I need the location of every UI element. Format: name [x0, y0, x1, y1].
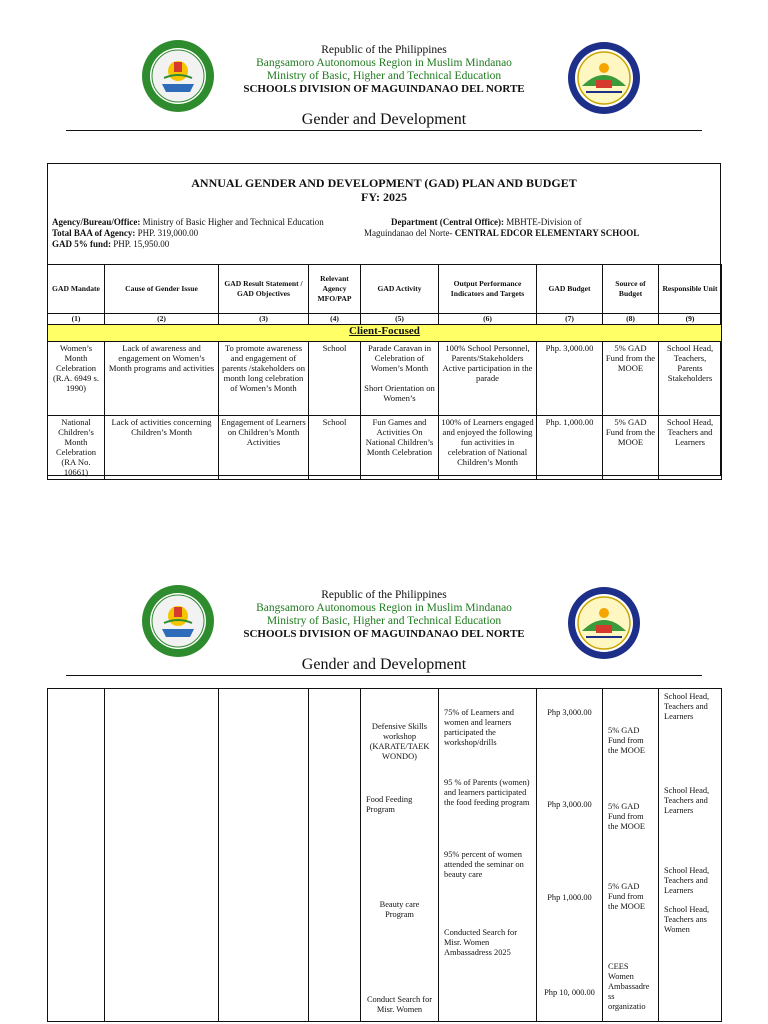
budget-cell: Php. 1,000.00 — [537, 416, 603, 480]
activity-item: Short Orientation on Women’s — [364, 383, 435, 403]
header-gad-activity: GAD Activity — [361, 265, 439, 314]
mandate-cell: Women’s Month Celebration (R.A. 6949 s. 1990) — [48, 342, 105, 416]
letterhead-text — [0, 44, 768, 96]
dept-school: CENTRAL EDCOR ELEMENTARY SCHOOL — [454, 228, 640, 238]
output-item: Conducted Search for Misr. Women Ambassadress 2025 — [444, 928, 518, 957]
republic-line: Republic of the Philippines — [321, 44, 447, 56]
source-item: 5% GAD Fund from the MOOE — [608, 726, 645, 755]
header-budget: GAD Budget — [537, 265, 603, 314]
region-line: Bangsamoro Autonomous Region in Muslim Mindanao — [256, 602, 512, 614]
agency-label: Agency/Bureau/Office: — [52, 217, 141, 227]
col-number: (6) — [439, 314, 537, 325]
agency-value: Ministry of Basic Higher and Technical Education — [142, 217, 324, 227]
school-seal-logo — [566, 40, 642, 116]
output-cell: 100% School Personnel, Parents/Stakeholders Active participation in the parade — [439, 342, 537, 416]
budget-cell: Php. 3,000.00 — [537, 342, 603, 416]
header-gad-mandate: GAD Mandate — [48, 265, 105, 314]
source-cell — [603, 689, 659, 1022]
objective-cell: To promote awareness and engagement of parents /stakeholders on month long celebration of Women’s Month — [219, 342, 309, 416]
mfo-cell: School — [309, 416, 361, 480]
document-page-2 — [0, 578, 768, 1024]
empty-cell — [309, 689, 361, 1022]
header-responsible: Responsible Unit — [659, 265, 722, 314]
unit-cell — [659, 689, 722, 1022]
budget-item: Php 3,000.00 — [547, 800, 592, 809]
division-line: SCHOOLS DIVISION OF MAGUINDANAO DEL NORTE — [243, 628, 525, 640]
unit-cell: School Head, Teachers, Parents Stakeholders — [659, 342, 722, 416]
cause-cell: Lack of awareness and engagement on Women’s Month programs and activities — [105, 342, 219, 416]
header-cause: Cause of Gender Issue — [105, 265, 219, 314]
gad-plan-table-continued — [47, 688, 722, 1022]
table-row — [48, 416, 722, 480]
section-title: Gender and Development — [301, 111, 467, 128]
header-source: Source of Budget — [603, 265, 659, 314]
source-item: 5% GAD Fund from the MOOE — [608, 882, 645, 911]
output-item: 75% of Learners and women and learners participated the workshop/drills — [444, 708, 514, 747]
table-row — [48, 342, 722, 416]
output-cell — [439, 689, 537, 1022]
col-number: (7) — [537, 314, 603, 325]
fund-label: GAD 5% fund: — [52, 239, 112, 249]
agency-info — [52, 217, 382, 250]
letterhead-text — [0, 589, 768, 641]
header-objectives: GAD Result Statement / GAD Objectives — [219, 265, 309, 314]
header-output: Output Performance Indicators and Targets — [439, 265, 537, 314]
republic-line: Republic of the Philippines — [321, 589, 447, 601]
activity-item: Conduct Search for Misr. Women — [366, 995, 433, 1014]
gad-plan-table — [47, 264, 722, 480]
col-number: (8) — [603, 314, 659, 325]
table-row — [48, 689, 722, 1022]
unit-item: School Head, Teachers and Learners — [664, 866, 710, 895]
dept-value-1: MBHTE-Division of — [506, 217, 582, 227]
letterhead — [0, 38, 768, 134]
activity-item: Food Feeding Program — [366, 795, 413, 814]
budget-item: Php 3,000.00 — [547, 708, 592, 717]
empty-cell — [48, 689, 105, 1022]
plan-title-line1: ANNUAL GENDER AND DEVELOPMENT (GAD) PLAN AND BUDGET — [191, 176, 577, 190]
department-info — [364, 217, 704, 239]
mandate-cell: National Children’s Month Celebration (RA No. 10661) — [48, 416, 105, 480]
unit-item: School Head, Teachers ans Women — [664, 905, 710, 934]
baa-label: Total BAA of Agency: — [52, 228, 136, 238]
activity-item: Beauty care Program — [379, 900, 420, 919]
objective-cell: Engagement of Learners on Children’s Month Activities — [219, 416, 309, 480]
col-number: (4) — [309, 314, 361, 325]
unit-item: School Head, Teachers and Learners — [664, 786, 710, 815]
col-number: (9) — [659, 314, 722, 325]
output-cell: 100% of Learners engaged and enjoyed the following fun activities in celebration of National Children’s Month — [439, 416, 537, 480]
plan-title — [48, 176, 720, 204]
client-focused-section: Client-Focused — [48, 325, 722, 342]
budget-item: Php 1,000.00 — [547, 893, 592, 902]
region-line: Bangsamoro Autonomous Region in Muslim Mindanao — [256, 57, 512, 69]
school-seal-logo — [566, 585, 642, 661]
mfo-cell: School — [309, 342, 361, 416]
header-divider — [66, 675, 702, 676]
header-divider — [66, 130, 702, 131]
budget-cell — [537, 689, 603, 1022]
letterhead — [0, 583, 768, 679]
col-number: (1) — [48, 314, 105, 325]
unit-cell: School Head, Teachers and Learners — [659, 416, 722, 480]
activity-cell: Fun Games and Activities On National Children’s Month Celebration — [361, 416, 439, 480]
ministry-line: Ministry of Basic, Higher and Technical Education — [266, 70, 502, 82]
source-item: 5% GAD Fund from the MOOE — [608, 802, 645, 831]
baa-value: PHP. 319,000.00 — [137, 228, 199, 238]
ministry-line: Ministry of Basic, Higher and Technical Education — [266, 615, 502, 627]
budget-item: Php 10, 000.00 — [544, 988, 595, 997]
empty-cell — [105, 689, 219, 1022]
cause-cell: Lack of activities concerning Children’s Month — [105, 416, 219, 480]
division-line: SCHOOLS DIVISION OF MAGUINDANAO DEL NORTE — [243, 83, 525, 95]
dept-value-2: Maguindanao del Norte- — [364, 228, 453, 238]
fund-value: PHP. 15,950.00 — [113, 239, 170, 249]
dept-label: Department (Central Office): — [391, 217, 504, 227]
activity-item: Defensive Skills workshop (KARATE/TAEK WONDO) — [369, 722, 430, 761]
activity-cell — [361, 689, 439, 1022]
source-cell: 5% GAD Fund from the MOOE — [603, 416, 659, 480]
plan-title-fy: FY: 2025 — [361, 190, 407, 204]
empty-cell — [219, 689, 309, 1022]
col-number: (5) — [361, 314, 439, 325]
activity-cell — [361, 342, 439, 416]
output-item: 95% percent of women attended the seminar on beauty care — [444, 850, 524, 879]
header-mfo-pap: Relevant Agency MFO/PAP — [309, 265, 361, 314]
section-title: Gender and Development — [301, 656, 467, 673]
unit-item: School Head, Teachers and Learners — [664, 692, 710, 721]
col-number: (2) — [105, 314, 219, 325]
source-item: CEES Women Ambassadre ss organizatio — [608, 962, 650, 1011]
source-cell: 5% GAD Fund from the MOOE — [603, 342, 659, 416]
col-number: (3) — [219, 314, 309, 325]
activity-item: Parade Caravan in Celebration of Women’s Month — [368, 343, 431, 373]
output-item: 95 % of Parents (women) and learners participated the food feeding program — [444, 778, 530, 807]
